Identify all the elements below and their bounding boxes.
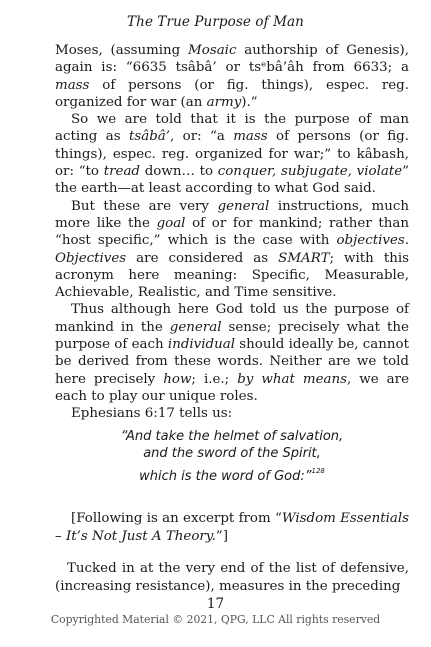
body-text bbox=[55, 42, 409, 423]
quote-line bbox=[55, 463, 409, 485]
footnote-marker: 128 bbox=[311, 466, 325, 475]
emphasis-text: army bbox=[206, 94, 242, 110]
text-run: . bbox=[404, 233, 409, 249]
text-run: , we are each to play our unique roles. bbox=[55, 371, 409, 404]
text-run: should ideally be, cannot be derived from these words. Neither are we told here precisely bbox=[55, 337, 409, 387]
quote-line: “And take the helmet of salvation, bbox=[120, 429, 344, 444]
emphasis-text: conquer, subjugate, violate bbox=[217, 164, 403, 180]
text-run: But these are very bbox=[71, 198, 218, 214]
emphasis-text: SMART bbox=[278, 250, 330, 266]
copyright-notice: Copyrighted Material © 2021, QPG, LLC All rights reserved bbox=[50, 613, 381, 626]
quote-line-text: which is the word of God:” bbox=[139, 468, 312, 484]
excerpt-title: Wisdom Essentials – It’s Not Just A Theory. bbox=[55, 511, 409, 544]
text-run: down… to bbox=[140, 164, 218, 180]
emphasis-text: general bbox=[217, 198, 270, 214]
paragraph bbox=[55, 198, 409, 302]
text-run: Moses, (assuming bbox=[55, 43, 189, 58]
text-run: ).” bbox=[241, 94, 258, 110]
running-head: The True Purpose of Man bbox=[127, 14, 304, 30]
emphasis-text: objectives bbox=[336, 233, 405, 249]
text-run: , or: “a bbox=[170, 129, 234, 145]
text-run: instructions, much more like the bbox=[55, 198, 409, 231]
text-run: Ephesians 6:17 tells us: bbox=[71, 406, 233, 422]
emphasis-text: Objectives bbox=[55, 250, 127, 266]
closing-paragraph: Tucked in at the very end of the list of defensive, (increasing resistance), measures in the preceding bbox=[55, 561, 409, 594]
quote-line: and the sword of the Spirit, bbox=[143, 446, 321, 462]
text-run: authorship of Genesis), again is: “6635 tsâbâ’ or tsᵉbâ’âh from 6633; a bbox=[55, 43, 409, 76]
excerpt-note bbox=[55, 510, 409, 545]
text-run: are considered as bbox=[126, 250, 279, 266]
text-run: So we are told that it is the purpose of man acting as bbox=[55, 112, 409, 145]
text-run: ; with this acronym here meaning: Specific, Measurable, Achievable, Realistic, and Time sensitive. bbox=[55, 250, 409, 301]
emphasis-text: goal bbox=[156, 215, 186, 231]
emphasis-text: how bbox=[163, 371, 192, 387]
paragraph bbox=[55, 301, 409, 405]
emphasis-text: tsâbâ’ bbox=[128, 129, 171, 145]
text-run: of persons (or fig. things), espec. reg. organized for war (an bbox=[55, 77, 409, 110]
paragraph bbox=[55, 405, 409, 422]
paragraph bbox=[55, 42, 409, 111]
text-run: sense; precisely what the purpose of each bbox=[55, 319, 409, 353]
text-run: of persons (or fig. things), espec. reg. organized for war;” to kâbash, or: “to bbox=[55, 129, 409, 180]
excerpt-close: ”] bbox=[215, 528, 228, 544]
text-run: of or for mankind; rather than “host specific,” which is the case with bbox=[55, 215, 409, 249]
text-run: Thus although here God told us the purpose of mankind in the bbox=[55, 302, 409, 335]
scripture-quote bbox=[55, 428, 409, 485]
emphasis-text: individual bbox=[167, 337, 235, 353]
emphasis-text: Mosaic bbox=[188, 43, 237, 58]
emphasis-text: by what means bbox=[237, 371, 347, 387]
text-run: ; i.e.; bbox=[191, 371, 238, 387]
emphasis-text: tread bbox=[103, 164, 140, 180]
excerpt-open: [Following is an excerpt from “ bbox=[71, 511, 282, 527]
emphasis-text: mass bbox=[233, 129, 268, 145]
paragraph bbox=[55, 111, 409, 197]
text-run: ” the earth—at least according to what God said. bbox=[55, 164, 410, 197]
emphasis-text: general bbox=[169, 319, 222, 335]
page-number: 17 bbox=[206, 596, 225, 612]
emphasis-text: mass bbox=[55, 77, 90, 93]
